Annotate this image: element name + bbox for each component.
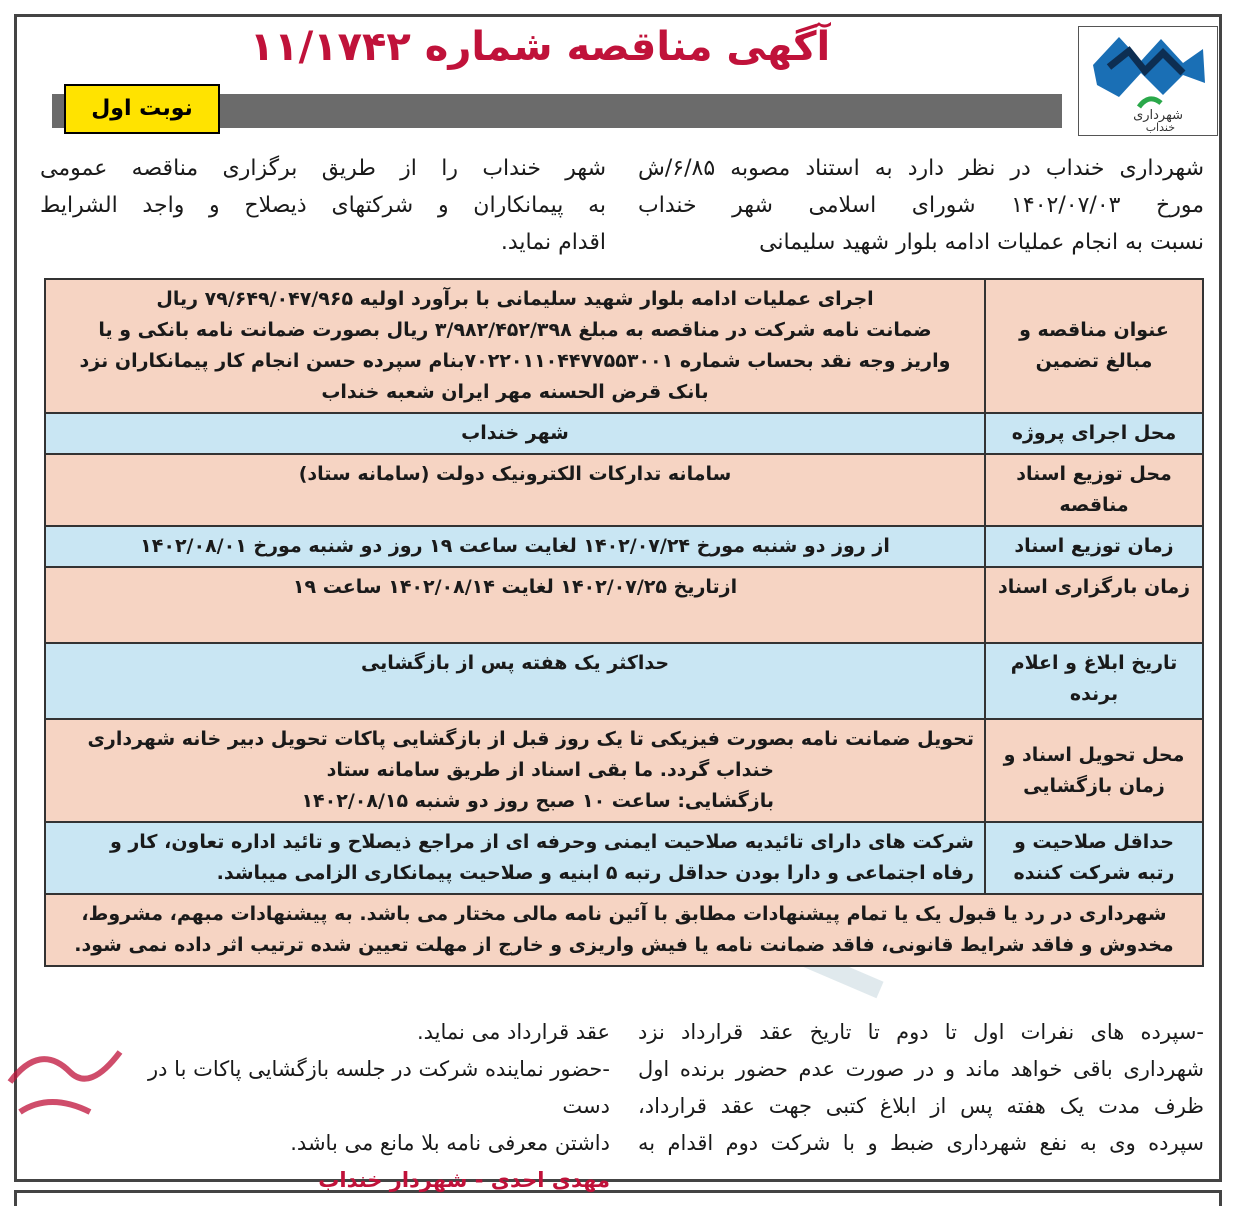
mayor-signature: مهدی احدی - شهردار خنداب [318, 1168, 610, 1192]
footer-note [45, 894, 1203, 966]
footer-note-line: شهرداری در رد یا قبول یک یا تمام پیشنهادات مطابق با آئین نامه مالی مختار می باشد. به پیشنهادات مبهم، مشروط، [81, 903, 1167, 925]
row-value [45, 643, 985, 719]
municipality-logo [1078, 26, 1218, 136]
row-value [45, 719, 985, 822]
row-label: عنوان مناقصه و مبالغ تضمین [985, 279, 1203, 413]
conditions-right-column [638, 1014, 1204, 1162]
row-label: تاریخ ابلاغ و اعلام برنده [985, 643, 1203, 719]
table-row [45, 279, 1203, 413]
row-value-line: شهر خنداب [461, 422, 569, 444]
condition-line: شهرداری باقی خواهد ماند و در صورت عدم حضور برنده اول [638, 1057, 1204, 1081]
condition-line: عقد قرارداد می نماید. [416, 1020, 610, 1044]
row-value-line: اجرای عملیات ادامه بلوار شهید سلیمانی با برآورد اولیه ۷۹/۶۴۹/۰۴۷/۹۶۵ ریال [156, 288, 874, 310]
intro-line: شهر خنداب را از طریق برگزاری مناقصه عمومی [40, 156, 606, 181]
condition-line: -حضور نماینده شرکت در جلسه بازگشایی پاکات با در دست [148, 1057, 610, 1118]
conditions-left-column [110, 1014, 610, 1199]
row-value-line: بانک قرض الحسنه مهر ایران شعبه خنداب [321, 381, 709, 403]
row-value [45, 279, 985, 413]
tender-details-table [44, 278, 1204, 967]
intro-line: اقدام نماید. [500, 230, 606, 255]
intro-line: شهرداری خنداب در نظر دارد به استناد مصوبه ۶/۸۵/ش [638, 156, 1204, 181]
row-label: زمان بارگزاری اسناد [985, 567, 1203, 643]
intro-right-column [638, 150, 1204, 261]
table-footer-row [45, 894, 1203, 966]
condition-line: سپرده وی به نفع شهرداری ضبط و با شرکت دوم اقدام به [638, 1131, 1204, 1155]
round-badge: نوبت اول [64, 84, 220, 134]
row-value-line: بازگشایی: ساعت ۱۰ صبح روز دو شنبه ۱۴۰۲/۰۸/۱۵ [301, 790, 774, 812]
table-row [45, 454, 1203, 526]
row-value-line: ازتاریخ ۱۴۰۲/۰۷/۲۵ لغایت ۱۴۰۲/۰۸/۱۴ ساعت ۱۹ [292, 576, 738, 598]
row-value [45, 822, 985, 894]
footer-note-line: مخدوش و فاقد شرایط قانونی، فاقد ضمانت نامه یا فیش واریزی و خارج از مهلت تعیین شده ترتیب اثر داده نمی شود. [74, 934, 1174, 956]
row-value-line: از روز دو شنبه مورخ ۱۴۰۲/۰۷/۲۴ لغایت ساعت ۱۹ روز دو شنبه مورخ ۱۴۰۲/۰۸/۰۱ [140, 535, 890, 557]
publisher-stamp-icon [0, 1012, 140, 1152]
condition-line: -سپرده های نفرات اول تا دوم تا تاریخ عقد قرارداد نزد [638, 1020, 1204, 1044]
row-value-line: خنداب گردد. ما بقی اسناد از طریق سامانه ستاد [326, 759, 774, 781]
municipality-logo-icon [1079, 27, 1217, 135]
row-label: زمان توزیع اسناد [985, 526, 1203, 567]
table-row [45, 822, 1203, 894]
row-value [45, 526, 985, 567]
table-row [45, 413, 1203, 454]
row-value-line: سامانه تدارکات الکترونیک دولت (سامانه ستاد) [298, 463, 732, 485]
row-value [45, 413, 985, 454]
row-value-line: رفاه اجتماعی و دارا بودن حداقل رتبه ۵ ابنیه و صلاحیت پیمانکاری الزامی میباشد. [216, 862, 974, 884]
intro-line: نسبت به انجام عملیات ادامه بلوار شهید سلیمانی [759, 230, 1204, 255]
row-value-line: واریز وجه نقد بحساب شماره ۷۰۲۲۰۱۱۰۴۴۷۷۵۵۳۰۰۱بنام سپرده حسن انجام کار پیمانکاران نزد [79, 350, 951, 372]
condition-line: ظرف مدت یک هفته پس از ابلاغ کتبی جهت عقد قرارداد، [638, 1094, 1204, 1118]
intro-left-column [40, 150, 606, 261]
row-label: محل تحویل اسناد و زمان بازگشایی [985, 719, 1203, 822]
row-value [45, 454, 985, 526]
intro-line: به پیمانکاران و شرکتهای ذیصلاح و واجد الشرایط [40, 193, 606, 218]
table-row [45, 643, 1203, 719]
notice-title: آگهی مناقصه شماره ۱۱/۱۷۴۲ [249, 24, 831, 70]
condition-line: داشتن معرفی نامه بلا مانع می باشد. [290, 1131, 610, 1155]
table-row [45, 567, 1203, 643]
row-value-line: شرکت های دارای تائیدیه صلاحیت ایمنی وحرفه ای از مراجع ذیصلاح و تائید اداره تعاون، کار و [109, 831, 974, 853]
row-label: محل اجرای پروژه [985, 413, 1203, 454]
svg-text:شهرداری: شهرداری [1133, 108, 1183, 123]
svg-text:خنداب: خنداب [1145, 121, 1175, 134]
intro-line: مورخ ۱۴۰۲/۰۷/۰۳ شورای اسلامی شهر خنداب [638, 193, 1205, 218]
row-value-line: حداکثر یک هفته پس از بازگشایی [360, 652, 670, 674]
row-value-line: تحویل ضمانت نامه بصورت فیزیکی تا یک روز قبل از بازگشایی پاکات تحویل دبیر خانه شهرداری [87, 728, 974, 750]
row-label: محل توزیع اسناد مناقصه [985, 454, 1203, 526]
row-label: حداقل صلاحیت و رتبه شرکت کننده [985, 822, 1203, 894]
row-value [45, 567, 985, 643]
table-row [45, 719, 1203, 822]
table-row [45, 526, 1203, 567]
row-value-line: ضمانت نامه شرکت در مناقصه به مبلغ ۳/۹۸۲/۴۵۲/۳۹۸ ریال بصورت ضمانت نامه بانکی و یا [98, 319, 932, 341]
